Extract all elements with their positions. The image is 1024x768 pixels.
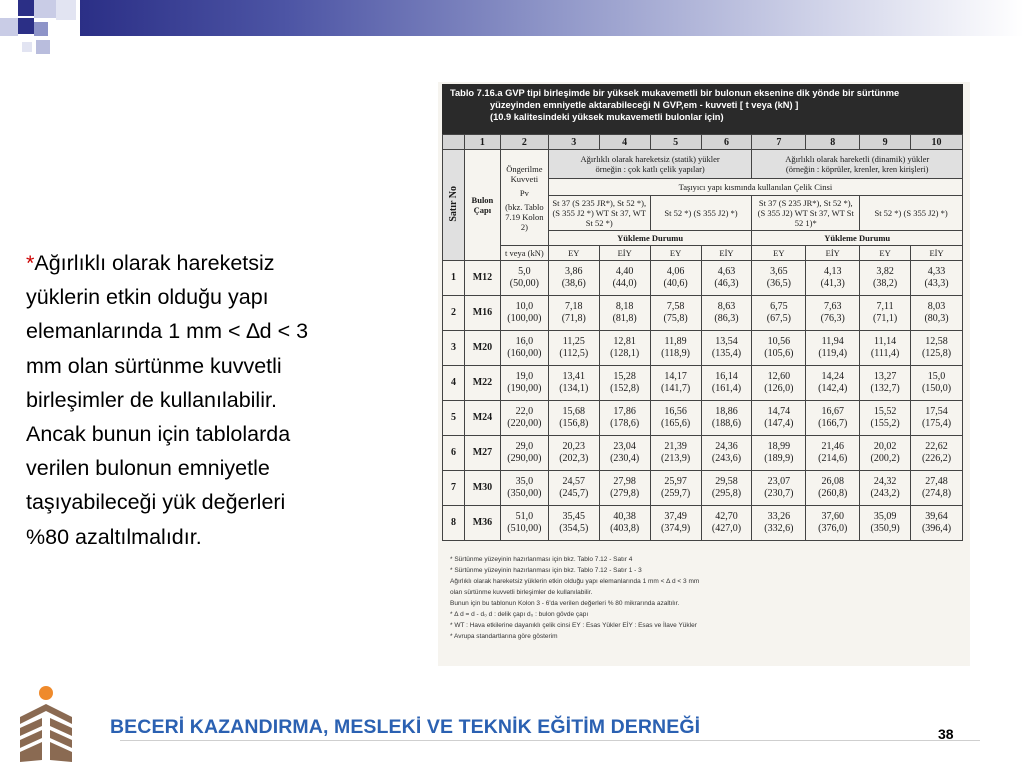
load-case: EY [860,246,911,261]
value-cell: 11,89 (118,9) [650,331,701,366]
body-line: %80 azaltılmalıdır. [26,524,202,549]
value-cell: 4,40 (44,0) [599,261,650,296]
bolt-size: M36 [464,506,500,541]
value-cell: 21,46 (214,6) [806,436,860,471]
col-number: 2 [500,135,548,150]
table-title: Tablo 7.16.a GVP tipi birleşimde bir yüksek mukavemetli bir bulonun eksenine dik yönde bir sürtünme yüzeyinden emniyetle aktarabileceği N GVP,em - kuvveti [ t veya (kN) ] (10.9 kalitesindeki yüksek mukavemetli bulonlar için) [442,84,963,134]
value-cell: 4,63 (46,3) [701,261,752,296]
corner-square-3 [56,0,76,20]
pv-unit: t veya (kN) [500,246,548,261]
value-cell: 39,64 (396,4) [911,506,963,541]
pretension-cell: 16,0 (160,00) [500,331,548,366]
value-cell: 29,58 (295,8) [701,471,752,506]
satir-no-header: Satır No [443,150,465,261]
bolt-size: M30 [464,471,500,506]
value-cell: 18,99 (189,9) [752,436,806,471]
footnote: Bunun için bu tablonun Kolon 3 - 6'da verilen değerleri % 80 mikrarında azaltılır. [450,600,680,607]
table-row [443,401,963,436]
value-cell: 25,97 (259,7) [650,471,701,506]
value-cell: 13,27 (132,7) [860,366,911,401]
table-row [443,436,963,471]
value-cell: 16,56 (165,6) [650,401,701,436]
load-case-header: Yükleme Durumu [752,231,963,246]
dynamic-loads-header: Ağırlıklı olarak hareketli (dinamik) yükler (örneğin : köprüler, krenler, kren kirişleri) [752,150,963,179]
col-number: 5 [650,135,701,150]
value-cell: 14,24 (142,4) [806,366,860,401]
table-row [443,331,963,366]
value-cell: 13,54 (135,4) [701,331,752,366]
bulon-capi-header: Bulon Çapı [464,150,500,261]
steel-group-d: St 52 *) (S 355 J2) *) [860,196,963,231]
pretension-cell: 22,0 (220,00) [500,401,548,436]
value-cell: 11,94 (119,4) [806,331,860,366]
col-number: 8 [806,135,860,150]
static-loads-header: Ağırlıklı olarak hareketsiz (statik) yükler örneğin : çok katlı çelik yapılar) [548,150,752,179]
value-cell: 11,14 (111,4) [860,331,911,366]
pretension-cell: 19,0 (190,00) [500,366,548,401]
load-case: EİY [599,246,650,261]
table-row [443,261,963,296]
value-cell: 4,33 (43,3) [911,261,963,296]
value-cell: 42,70 (427,0) [701,506,752,541]
body-line: elemanlarında 1 mm < ∆d < 3 [26,319,309,344]
footnote: * Sürtünme yüzeyinin hazırlanması için bkz. Tablo 7.12 - Satır 1 - 3 [450,567,642,574]
pretension-cell: 51,0 (510,00) [500,506,548,541]
scanned-table [438,82,970,666]
col-number: 7 [752,135,806,150]
footnote: olan sürtünme kuvvetli birleşimler de kullanılabilir. [450,589,593,596]
table-row [443,506,963,541]
value-cell: 15,52 (155,2) [860,401,911,436]
corner-square-4 [0,18,18,36]
pretension-cell: 10,0 (100,00) [500,296,548,331]
value-cell: 16,67 (166,7) [806,401,860,436]
col-number: 4 [599,135,650,150]
value-cell: 7,11 (71,1) [860,296,911,331]
value-cell: 21,39 (213,9) [650,436,701,471]
row-number: 2 [443,296,465,331]
value-cell: 12,60 (126,0) [752,366,806,401]
load-case-header: Yükleme Durumu [548,231,752,246]
value-cell: 13,41 (134,1) [548,366,599,401]
value-cell: 37,60 (376,0) [806,506,860,541]
body-line: verilen bulonun emniyetle [26,456,270,481]
gvp-table [442,134,963,541]
steel-group-a: St 37 (S 235 JR*), St 52 *), (S 355 J2 *) WT St 37, WT St 52 *) [548,196,650,231]
value-cell: 7,58 (75,8) [650,296,701,331]
corner-square-6 [34,22,48,36]
pretension-cell: 5,0 (50,00) [500,261,548,296]
value-cell: 4,06 (40,6) [650,261,701,296]
value-cell: 14,74 (147,4) [752,401,806,436]
table-footnotes [450,554,958,642]
table-row [443,296,963,331]
bolt-size: M20 [464,331,500,366]
col-number [443,135,465,150]
value-cell: 17,54 (175,4) [911,401,963,436]
value-cell: 15,0 (150,0) [911,366,963,401]
bolt-size: M27 [464,436,500,471]
column-number-row [443,135,963,150]
association-logo [6,684,86,766]
corner-square-7 [36,40,50,54]
load-case: EY [650,246,701,261]
load-case: EİY [701,246,752,261]
corner-square-2 [34,0,56,18]
value-cell: 22,62 (226,2) [911,436,963,471]
load-case: EİY [911,246,963,261]
row-number: 1 [443,261,465,296]
value-cell: 4,13 (41,3) [806,261,860,296]
asterisk-mark: * [26,251,35,275]
value-cell: 26,08 (260,8) [806,471,860,506]
value-cell: 24,57 (245,7) [548,471,599,506]
value-cell: 8,03 (80,3) [911,296,963,331]
footnote: * ∆ d = d - d₀ d : delik çapı d₀ : bulon gövde çapı [450,611,589,618]
steel-type-row: Taşıyıcı yapı kısmında kullanılan Çelik Cinsi [548,179,962,196]
col-number: 3 [548,135,599,150]
corner-square-8 [22,42,32,52]
body-line: Ancak bunun için tablolarda [26,422,291,447]
row-number: 6 [443,436,465,471]
row-number: 4 [443,366,465,401]
body-line: Ağırlıklı olarak hareketsiz [34,251,275,275]
body-line: taşıyabileceği yük değerleri [26,490,286,515]
footer-organization: BECERİ KAZANDIRMA, MESLEKİ VE TEKNİK EĞİTİM DERNEĞİ [110,716,701,738]
value-cell: 8,63 (86,3) [701,296,752,331]
load-case: EİY [806,246,860,261]
col-number: 10 [911,135,963,150]
value-cell: 3,82 (38,2) [860,261,911,296]
table-row [443,366,963,401]
page-number: 38 [938,726,954,742]
col-number: 9 [860,135,911,150]
body-line: yüklerin etkin olduğu yapı [26,285,269,310]
ongerilme-header: Öngerilme Kuvveti Pv (bkz. Tablo 7.19 Kolon 2) [500,150,548,246]
header-gradient-bar [80,0,1024,36]
corner-square-5 [18,18,34,34]
load-case: EY [548,246,599,261]
value-cell: 40,38 (403,8) [599,506,650,541]
corner-square-1 [18,0,34,16]
value-cell: 16,14 (161,4) [701,366,752,401]
value-cell: 18,86 (188,6) [701,401,752,436]
value-cell: 3,65 (36,5) [752,261,806,296]
value-cell: 23,07 (230,7) [752,471,806,506]
value-cell: 27,48 (274,8) [911,471,963,506]
row-number: 7 [443,471,465,506]
value-cell: 33,26 (332,6) [752,506,806,541]
value-cell: 35,45 (354,5) [548,506,599,541]
bolt-size: M12 [464,261,500,296]
pretension-cell: 35,0 (350,00) [500,471,548,506]
value-cell: 6,75 (67,5) [752,296,806,331]
value-cell: 7,63 (76,3) [806,296,860,331]
value-cell: 7,18 (71,8) [548,296,599,331]
value-cell: 8,18 (81,8) [599,296,650,331]
value-cell: 27,98 (279,8) [599,471,650,506]
bolt-size: M22 [464,366,500,401]
footer-divider [120,740,980,741]
footnote: Ağırlıklı olarak hareketsiz yüklerin etkin olduğu yapı elemanlarında 1 mm < ∆ d < 3 mm [450,578,700,585]
row-number: 5 [443,401,465,436]
value-cell: 24,32 (243,2) [860,471,911,506]
value-cell: 3,86 (38,6) [548,261,599,296]
bolt-size: M24 [464,401,500,436]
col-number: 1 [464,135,500,150]
value-cell: 12,81 (128,1) [599,331,650,366]
steel-group-b: St 52 *) (S 355 J2) *) [650,196,752,231]
row-number: 3 [443,331,465,366]
footnote: * Avrupa standartlarına göre gösterim [450,633,558,640]
body-line: mm olan sürtünme kuvvetli [26,353,282,378]
value-cell: 37,49 (374,9) [650,506,701,541]
value-cell: 20,02 (200,2) [860,436,911,471]
value-cell: 20,23 (202,3) [548,436,599,471]
value-cell: 35,09 (350,9) [860,506,911,541]
value-cell: 11,25 (112,5) [548,331,599,366]
col-number: 6 [701,135,752,150]
value-cell: 12,58 (125,8) [911,331,963,366]
value-cell: 24,36 (243,6) [701,436,752,471]
value-cell: 17,86 (178,6) [599,401,650,436]
pretension-cell: 29,0 (290,00) [500,436,548,471]
footnote: * WT : Hava etkilerine dayanıklı çelik cinsi EY : Esas Yükler EİY : Esas ve İlave Yükler [450,622,697,629]
value-cell: 23,04 (230,4) [599,436,650,471]
table-row [443,471,963,506]
body-line: birleşimler de kullanılabilir. [26,387,277,412]
table-body [443,261,963,541]
steel-group-c: St 37 (S 235 JR*), St 52 *), (S 355 J2) WT St 37, WT St 52 1)* [752,196,860,231]
load-case: EY [752,246,806,261]
value-cell: 15,28 (152,8) [599,366,650,401]
bolt-size: M16 [464,296,500,331]
value-cell: 14,17 (141,7) [650,366,701,401]
value-cell: 15,68 (156,8) [548,401,599,436]
row-number: 8 [443,506,465,541]
body-paragraph [26,246,414,554]
value-cell: 10,56 (105,6) [752,331,806,366]
footnote: * Sürtünme yüzeyinin hazırlanması için bkz. Tablo 7.12 - Satır 4 [450,556,633,563]
